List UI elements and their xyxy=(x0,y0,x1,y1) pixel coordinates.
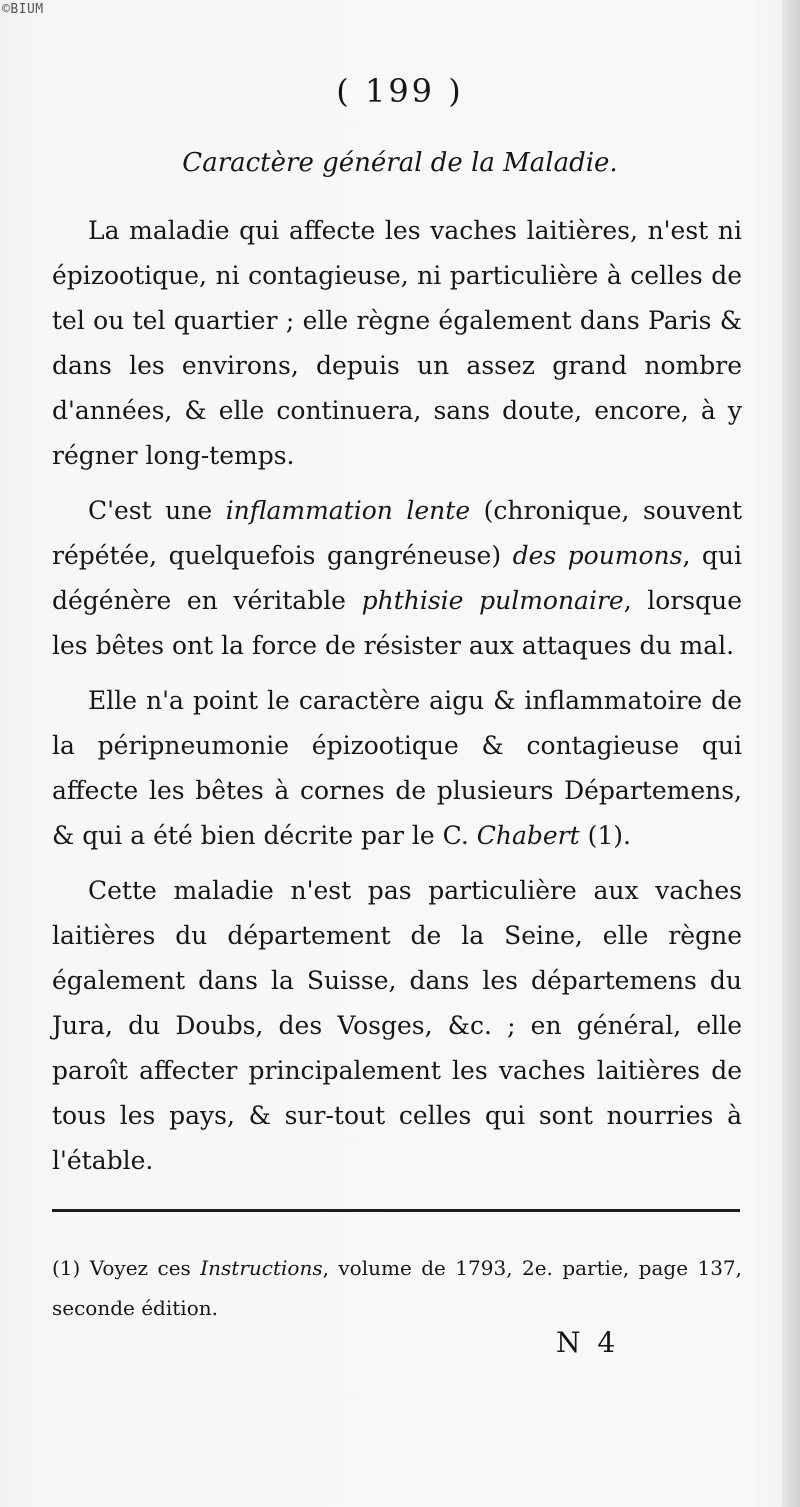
paragraph-2-text: , lorsque les bêtes ont la force de résister aux attaques du mal. xyxy=(52,586,742,660)
paragraph-2-italic-2: des poumons xyxy=(512,541,683,570)
body-text xyxy=(52,208,742,1193)
page-number: ( 199 ) xyxy=(336,72,464,110)
page-edge-shadow xyxy=(782,0,800,1507)
paragraph-4 xyxy=(52,868,742,1183)
footnote xyxy=(52,1248,742,1328)
paragraph-2-italic-1: inflammation lente xyxy=(225,496,471,525)
paragraph-1-text: La maladie qui affecte les vaches laitières, n'est ni épizootique, ni contagieuse, ni particulière à celles de tel ou tel quartier ; elle règne également dans Paris & dans les environs, depuis un assez grand nombre d'années, & elle continuera, sans doute, encore, à y régner long-temps. xyxy=(52,216,742,470)
footnote-rule xyxy=(52,1209,740,1212)
paragraph-1 xyxy=(52,208,742,478)
paragraph-2-text: C'est une xyxy=(88,496,226,525)
paragraph-3 xyxy=(52,678,742,858)
signature-mark: N 4 xyxy=(556,1326,620,1359)
footnote-text: , volume de 1793, 2e. partie, page 137, seconde édition. xyxy=(52,1256,742,1320)
paragraph-2-italic-3: phthisie pulmonaire xyxy=(361,586,624,615)
paragraph-3-text: (1). xyxy=(579,821,631,850)
paragraph-2-text: (chronique, souvent répétée, quelquefois gangréneuse) xyxy=(52,496,742,570)
paragraph-3-italic-name: Chabert xyxy=(476,821,580,850)
watermark: ©BIUM xyxy=(2,2,44,17)
footnote-text: (1) Voyez ces xyxy=(52,1256,201,1280)
paragraph-3-text: Elle n'a point le caractère aigu & inflammatoire de la péripneumonie épizootique & contagieuse qui affecte les bêtes à cornes de plusieurs Départemens, & qui a été bien décrite par le C. xyxy=(52,686,742,850)
section-heading: Caractère général de la Maladie. xyxy=(182,148,618,178)
footnote-italic: Instructions xyxy=(200,1256,323,1280)
paragraph-2 xyxy=(52,488,742,668)
paragraph-4-text: Cette maladie n'est pas particulière aux vaches laitières du département de la Seine, elle règne également dans la Suisse, dans les départemens du Jura, du Doubs, des Vosges, &c. ; en général, elle paroît affecter principalement les vaches laitières de tous les pays, & sur-tout celles qui sont nourries à l'étable. xyxy=(52,876,742,1175)
paragraph-2-text: , qui dégénère en véritable xyxy=(52,541,743,615)
